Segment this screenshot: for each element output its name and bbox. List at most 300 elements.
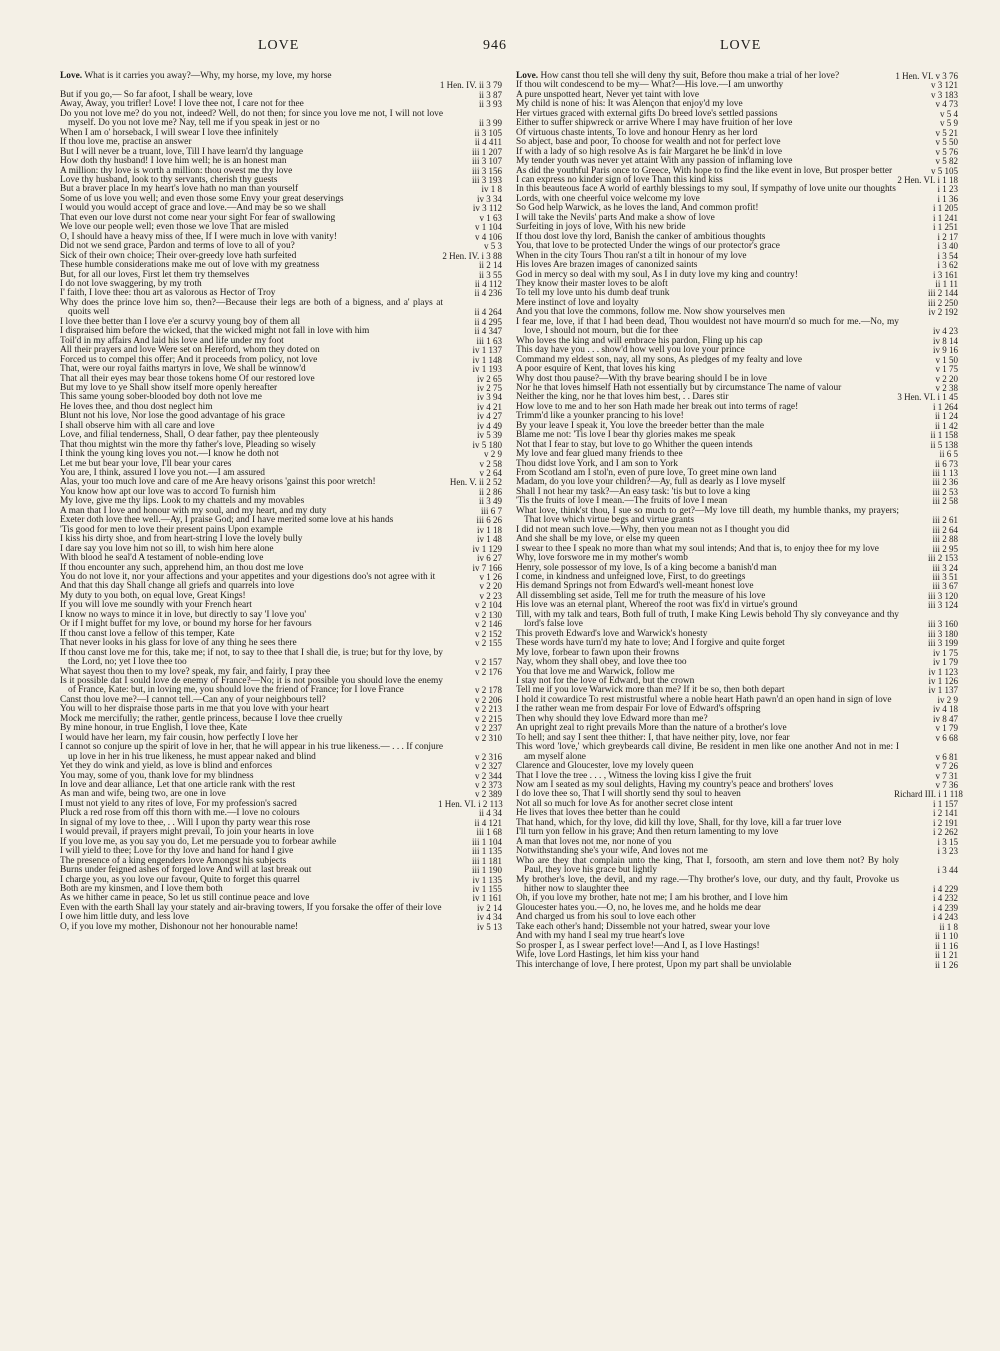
quotation: Canst thou love me?—I cannot tell.—Can any of your neighbours tell? <box>60 694 326 705</box>
quotation: Lords, with one cheerful voice welcome my love <box>516 193 700 204</box>
quotation: That even our love durst not come near your sight For fear of swallowing <box>60 212 336 223</box>
quotation: What love, think'st thou, I sue so much to get?—My love till death, my humble thanks, my prayers; That love which virtue begs and virtue grants <box>516 505 899 526</box>
play-reference: ii 4 236 <box>474 288 502 299</box>
quotation: I the rather wean me from despair For love of Edward's offspring <box>516 704 761 715</box>
play-reference: ii 5 138 <box>930 439 958 450</box>
concordance-entry <box>516 961 958 970</box>
play-reference: v 2 104 <box>475 600 502 611</box>
play-reference: v 2 310 <box>475 732 502 743</box>
quotation: Away, Away, you trifler! Love! I love thee not, I care not for thee <box>60 99 304 110</box>
play-reference: ii 4 264 <box>474 307 502 318</box>
play-reference: i 3 44 <box>937 865 958 876</box>
play-reference: iv 1 123 <box>928 666 958 677</box>
quotation: Yet they do wink and yield, as love is blind and enforces <box>60 761 273 772</box>
play-reference: ii 2 86 <box>478 486 502 497</box>
play-reference: iv 5 180 <box>472 439 502 450</box>
concordance-entry <box>60 110 502 129</box>
play-reference: iv 1 193 <box>472 364 502 375</box>
play-reference: ii 1 26 <box>934 959 958 970</box>
play-reference: v 5 82 <box>935 156 958 167</box>
quotation: A poor esquire of Kent, that loves his king <box>516 364 676 375</box>
play-reference: iv 3 94 <box>476 392 502 403</box>
quotation: I shall observe him with all care and love <box>60 420 215 431</box>
quotation: I can express no kinder sign of love Than this kind kiss <box>516 174 723 185</box>
quotation: My duty to you both, on equal love, Great Kings! <box>60 590 246 601</box>
quotation: What is it carries you away?—Why, my horse, my love, my horse <box>84 71 332 81</box>
quotation: I would you would accept of grace and love.—And may be so we shall <box>60 203 327 214</box>
quotation: His demand Springs not from Edward's well-meant honest love <box>516 581 754 592</box>
play-reference: iv 3 34 <box>476 193 502 204</box>
quotation: Then why should they love Edward more than me? <box>516 713 708 724</box>
play-reference: iii 3 24 <box>932 562 958 573</box>
play-reference: i 2 262 <box>932 827 958 838</box>
play-reference: v 2 206 <box>475 694 502 705</box>
quotation: You may, some of you, thank love for my blindness <box>60 770 254 781</box>
quotation: Henry, sole possessor of my love, Is of a king become a banish'd man <box>516 562 777 573</box>
quotation: I do love thee so, That I will shortly send thy soul to heaven <box>516 789 741 800</box>
quotation: As man and wife, being two, are one in love <box>60 789 226 800</box>
play-reference: v 2 38 <box>935 382 958 393</box>
play-reference: v 2 9 <box>484 449 502 460</box>
quotation: This same young sober-blooded boy doth not love me <box>60 392 262 403</box>
play-reference: iii 2 58 <box>932 496 958 507</box>
play-reference: v 1 50 <box>935 354 958 365</box>
play-reference: v 2 215 <box>475 713 502 724</box>
quotation: Tell me if you love Warwick more than me? If it be so, then both depart <box>516 685 785 696</box>
play-reference: iii 3 67 <box>932 581 958 592</box>
play-reference: v 2 316 <box>475 751 502 762</box>
play-reference: iv 3 112 <box>472 203 502 214</box>
quotation: Trimm'd like a younker prancing to his love! <box>516 411 684 422</box>
quotation: I cannot so conjure up the spirit of love in her, that he will appear in his true likeness.— . . . If conjure up love in her in his true likeness, he must appear naked and blind <box>60 742 443 762</box>
quotation: Love, and filial tenderness, Shall, O dear father, pay thee plenteously <box>60 430 319 441</box>
quotation: Now am I seated as my soul delights, Having my country's peace and brothers' loves <box>516 779 834 790</box>
quotation: A man that I love and honour with my soul, and my heart, and my duty <box>60 505 327 516</box>
play-reference: iv 4 21 <box>476 401 502 412</box>
quotation: That, were our royal faiths martyrs in love, We shall be winnow'd <box>60 364 306 375</box>
quotation: I charge you, as you love our favour, Quite to forget this quarrel <box>60 874 300 885</box>
play-reference: iv 6 27 <box>476 553 502 564</box>
play-reference: ii 1 42 <box>934 420 958 431</box>
quotation: All dissembling set aside, Tell me for truth the measure of his love <box>516 590 766 601</box>
play-reference: v 2 23 <box>479 590 502 601</box>
quotation-text <box>60 297 443 318</box>
quotation: Command my eldest son, nay, all my sons, As pledges of my fealty and love <box>516 354 803 365</box>
play-reference: iv 1 126 <box>928 676 958 686</box>
quotation: That never looks in his glass for love of any thing he sees there <box>60 638 297 649</box>
play-reference: iv 4 27 <box>476 411 502 422</box>
play-reference: iii 2 64 <box>932 524 958 535</box>
quotation: By your leave I speak it, You love the breeder better than the male <box>516 420 765 431</box>
quotation: If with a lady of so high resolve As is fair Margaret he be link'd in love <box>516 146 783 157</box>
play-reference: iii 3 193 <box>471 174 502 185</box>
quotation: Mock me mercifully; the rather, gentle princess, because I love thee cruelly <box>60 713 343 724</box>
play-reference: v 7 36 <box>935 779 958 790</box>
play-reference: v 7 31 <box>935 770 958 781</box>
quotation: Thou didst love York, and I am son to York <box>516 458 678 469</box>
quotation: Till, with my talk and tears, Both full of truth, I make King Lewis behold Thy sly conveyance and thy lord's false love <box>516 609 899 630</box>
play-reference: i 1 36 <box>937 193 958 204</box>
quotation: But, for all our loves, First let them try themselves <box>60 269 250 280</box>
quotation: With blood he seal'd A testament of noble-ending love <box>60 553 264 564</box>
quotation: Who loves the king and will embrace his pardon, Fling up his cap <box>516 335 763 346</box>
quotation: If thou wilt condescend to be my— What?—His love.—I am unworthy <box>516 80 784 91</box>
quotation: I'll turn yon fellow in his grave; And then return lamenting to my love <box>516 827 779 838</box>
quotation: In this beauteous face A world of earthly blessings to my soul, If sympathy of love unite our thoughts <box>516 184 896 195</box>
quotation: I must not yield to any rites of love, For my profession's sacred <box>60 798 297 809</box>
quotation: That all their eyes may bear those tokens home Of our restored love <box>60 373 315 384</box>
quotation: Either to suffer shipwreck or arrive Where I may have fruition of her love <box>516 118 793 129</box>
play-reference: i 3 62 <box>937 260 958 271</box>
quotation: I will yield to thee; Love for thy love and hand for hand I give <box>60 846 294 857</box>
quotation: If you love me, as you say you do, Let me persuade you to forbear awhile <box>60 836 337 847</box>
quotation: An upright zeal to right prevails More than the nature of a brother's love <box>516 723 787 734</box>
quotation: How canst thou tell she will deny thy suit, Before thou make a trial of her love? <box>540 71 840 81</box>
quotation: Is it possible dat I sould love de enemy of France?—No; it is not possible you should love the enemy of France, Kate: but, in loving me, you should love the friend of France; for I love France <box>60 676 443 696</box>
play-reference: v 6 81 <box>935 751 958 762</box>
play-reference: iv 1 148 <box>472 354 502 365</box>
play-reference: i 3 40 <box>937 241 958 252</box>
quotation: To hell; and say I sent thee thither: I, that have neither pity, love, nor fear <box>516 732 790 743</box>
quotation: That thou mightst win the more thy father's love, Pleading so wisely <box>60 439 316 450</box>
quotation: Some of us love you well; and even those some Envy your great deservings <box>60 193 344 204</box>
play-reference: ii 1 8 <box>939 921 958 932</box>
quotation: You are, I think, assured I love you not.—I am assured <box>60 468 265 479</box>
quotation: We love our people well; even those we love That are misled <box>60 222 289 233</box>
play-reference: iii 3 180 <box>927 628 958 639</box>
concordance-entry <box>60 649 502 668</box>
quotation: What sayest thou then to my love? speak, my fair, and fairly, I pray thee <box>60 666 331 677</box>
quotation: You, that love to be protected Under the wings of our protector's grace <box>516 241 780 252</box>
play-reference: v 2 130 <box>475 609 502 620</box>
play-reference: iii 1 68 <box>476 827 502 838</box>
play-reference: i 2 17 <box>937 231 958 242</box>
quotation: If thou love me, practise an answer <box>60 137 192 148</box>
play-reference: iv 2 75 <box>476 382 502 393</box>
quotation: You do not love it, nor your affections and your appetites and your digestions doo's not agree with it <box>60 572 436 583</box>
quotation-text <box>516 609 899 630</box>
quotation: You that love me and Warwick, follow me <box>516 666 675 677</box>
concordance-entry <box>60 299 502 318</box>
quotation: His love was an eternal plant, Whereof the root was fix'd in virtue's ground <box>516 600 798 611</box>
quotation: Madam, do you love your children?—Ay, full as dearly as I love myself <box>516 477 786 488</box>
play-reference: Hen. V. ii 2 52 <box>449 477 502 488</box>
quotation: But I will never be a truant, love, Till I have learn'd thy language <box>60 146 304 157</box>
quotation: My child is none of his: It was Alençon that enjoy'd my love <box>516 99 743 110</box>
concordance-entry <box>60 923 502 932</box>
quotation: In love and dear alliance, Let that one article rank with the rest <box>60 779 296 790</box>
running-head-left: LOVE <box>258 38 300 53</box>
quotation: I come, in kindness and unfeigned love, First, to do greetings <box>516 572 746 583</box>
play-reference: i 3 54 <box>937 250 958 261</box>
quotation: Nor he that loves himself Hath not essentially but by circumstance The name of valour <box>516 382 842 393</box>
play-reference: iv 1 155 <box>472 883 502 894</box>
quotation: My love, forbear to fawn upon their frowns <box>516 647 679 658</box>
quotation: Let me but bear your love, I'll bear your cares <box>60 458 232 469</box>
quotation: You know how apt our love was to accord To furnish him <box>60 486 276 497</box>
play-reference: iii 1 135 <box>471 846 502 857</box>
play-reference: v 2 373 <box>475 779 502 790</box>
quotation: Why, love forswore me in my mother's womb <box>516 553 688 564</box>
play-reference: i 1 264 <box>932 401 958 412</box>
quotation: Exeter doth love thee well.—Ay, I praise God; and I have merited some love at his hands <box>60 515 394 526</box>
play-reference: ii 3 87 <box>478 89 502 100</box>
play-reference: iii 3 51 <box>932 572 958 583</box>
quotation-text <box>60 71 443 81</box>
quotation: If thou dost love thy lord, Banish the canker of ambitious thoughts <box>516 231 766 242</box>
play-reference: v 4 106 <box>475 231 502 242</box>
quotation-text <box>516 316 899 337</box>
quotation-text <box>516 874 899 895</box>
quotation-text <box>60 647 443 668</box>
quotation-text <box>60 921 443 932</box>
quotation: So God help Warwick, as he loves the land, And common profit! <box>516 203 759 214</box>
quotation: Surfeiting in joys of love, With his new bride <box>516 222 686 233</box>
quotation: Who are they that complain unto the king, That I, forsooth, am stern and love them not? By holy Paul, they love his grace but lightly <box>516 855 899 876</box>
play-reference: v 2 213 <box>475 704 502 715</box>
play-reference: 1 Hen. VI. v 3 76 <box>895 71 958 81</box>
quotation: I would prevail, if prayers might prevail, To join your hearts in love <box>60 827 314 838</box>
quotation-text <box>516 505 899 526</box>
quotation: Do you not love me? do you not, indeed? Well, do not then; for since you love me not, I will not love myself. Do you not love me? Nay, tell me if you speak in jest or no <box>60 108 443 129</box>
play-reference: iii 1 190 <box>471 865 502 876</box>
quotation: Why does the prince love him so, then?—Because their legs are both of a bigness, and a' plays at quoits well <box>60 297 443 318</box>
play-reference: v 2 237 <box>475 723 502 734</box>
play-reference: ii 1 158 <box>930 430 958 441</box>
quotation: Blame me not: 'Tis love I bear thy glories makes me speak <box>516 430 736 441</box>
play-reference: ii 1 16 <box>934 940 958 951</box>
quotation: I stay not for the love of Edward, but the crown <box>516 676 695 686</box>
play-reference: ii 1 21 <box>934 950 958 961</box>
page-number: 946 <box>483 38 507 53</box>
quotation: God in mercy so deal with my soul, As I in duty love my king and country! <box>516 269 798 280</box>
play-reference: iii 2 144 <box>927 288 958 299</box>
quotation-text <box>60 108 443 129</box>
quotation: And you that love the commons, follow me. Now show yourselves men <box>516 307 785 318</box>
quotation: He lives that loves thee better than he could <box>516 808 681 819</box>
quotation: I fear me, love, if that I had been dead, Thou wouldest not have mourn'd so much for me.—No, my love, I should not mourn, but die for thee <box>516 316 899 337</box>
play-reference: iv 2 14 <box>476 902 502 913</box>
quotation: All their prayers and love Were set on Hereford, whom they doted on <box>60 345 320 356</box>
play-reference: v 6 68 <box>935 732 958 743</box>
concordance-entry <box>516 507 958 526</box>
play-reference: v 2 155 <box>475 638 502 649</box>
quotation: How love to me and to her son Hath made her break out into terms of rage! <box>516 401 799 412</box>
play-reference: iii 2 88 <box>932 534 958 545</box>
quotation: I will take the Nevils' parts And make a show of love <box>516 212 715 223</box>
quotation: So abject, base and poor, To choose for wealth and not for perfect love <box>516 137 781 148</box>
play-reference: v 2 176 <box>475 666 502 677</box>
quotation: That I love the tree . . . , Witness the loving kiss I give the fruit <box>516 770 752 781</box>
quotation: I kiss his dirty shoe, and from heart-string I love the lovely bully <box>60 534 303 545</box>
quotation: Gloucester hates you.—O, no, he loves me, and he holds me dear <box>516 902 761 913</box>
quotation: I swear to thee I speak no more than what my soul intends; And that is, to enjoy thee for my love <box>516 543 879 554</box>
quotation-text <box>516 742 899 762</box>
play-reference: iii 3 124 <box>927 600 958 611</box>
quotation-text <box>516 855 899 876</box>
play-reference: iv 1 48 <box>476 534 502 545</box>
play-reference: iii 1 13 <box>932 468 958 479</box>
quotation: This day have you . . . show'd how well you love your prince <box>516 345 745 356</box>
concordance-entry <box>60 72 502 81</box>
play-reference: v 5 21 <box>935 127 958 138</box>
play-reference: iii 2 250 <box>927 297 958 308</box>
play-reference: v 1 79 <box>935 723 958 734</box>
play-reference: v 3 183 <box>931 89 958 100</box>
quotation: Even with the earth Shall lay your stately and air-braving towers, If you forsake the offer of their love <box>60 902 442 913</box>
quotation: 'Tis the fruits of love I mean.—The fruits of love I mean <box>516 496 728 507</box>
quotation: Not that I fear to stay, but love to go Whither the queen intends <box>516 439 753 450</box>
quotation: 'Tis good for men to love their present pains Upon example <box>60 524 283 535</box>
quotation: Both are my kinsmen, and I love them both <box>60 883 223 894</box>
quotation: His loves Are brazen images of canonized saints <box>516 260 698 271</box>
play-reference: 2 Hen. VI. i 1 18 <box>897 174 958 185</box>
quotation: Shall I not hear my task?—An easy task: 'tis but to love a king <box>516 486 751 497</box>
quotation: From Scotland am I stol'n, even of pure love, To greet mine own land <box>516 468 777 479</box>
play-reference: i 3 23 <box>937 846 958 857</box>
quotation: And with my hand I seal my true heart's love <box>516 931 685 942</box>
play-reference: iv 1 75 <box>932 647 958 658</box>
play-reference: iv 4 23 <box>932 326 958 337</box>
play-reference: v 2 389 <box>475 789 502 800</box>
play-reference: v 1 26 <box>479 572 502 583</box>
play-reference: ii 4 112 <box>474 278 502 289</box>
quotation: Clarence and Gloucester, love my lovely queen <box>516 761 694 772</box>
play-reference: ii 3 105 <box>474 127 502 138</box>
quotation: They know their master loves to be aloft <box>516 278 668 289</box>
quotation: A man that loves not me, nor none of you <box>516 836 672 847</box>
quotation: O, I should have a heavy miss of thee, If I were much in love with vanity! <box>60 231 338 242</box>
play-reference: v 2 152 <box>475 628 502 639</box>
concordance-entry <box>516 857 958 876</box>
play-reference: i 3 15 <box>937 836 958 847</box>
quotation: Did not we send grace, Pardon and terms of love to all of you? <box>60 241 295 252</box>
running-head-right: LOVE <box>720 38 762 53</box>
play-reference: i 1 157 <box>932 798 958 809</box>
play-reference: i 1 23 <box>937 184 958 195</box>
quotation: Burns under feigned ashes of forged love And will at last break out <box>60 865 312 876</box>
play-reference: 1 Hen. IV. ii 3 79 <box>439 80 502 91</box>
play-reference: v 1 75 <box>935 364 958 375</box>
quotation: When I am o' horseback, I will swear I love thee infinitely <box>60 127 279 138</box>
play-reference: v 4 73 <box>935 99 958 110</box>
quotation: But a braver place In my heart's love hath no man than yourself <box>60 184 299 195</box>
quotation: I would have her learn, my fair cousin, how perfectly I love her <box>60 732 298 743</box>
quotation: I dare say you love him not so ill, to wish him here alone <box>60 543 274 554</box>
quotation: Sick of their own choice; Their over-greedy love hath surfeited <box>60 250 297 261</box>
quotation: Take each other's hand; Dissemble not your hatred, swear your love <box>516 921 770 932</box>
quotation: As did the youthful Paris once to Greece, With hope to find the like event in love, But prosper better <box>516 165 893 176</box>
quotation: This interchange of love, I here protest, Upon my part shall be unviolable <box>516 959 792 970</box>
quotation: Notwithstanding she's your wife, And loves not me <box>516 846 708 857</box>
quotation: But if you go,— So far afoot, I shall be weary, love <box>60 89 253 100</box>
quotation: He loves thee, and thou dost neglect him <box>60 401 213 412</box>
concordance-entry <box>60 743 502 762</box>
play-reference: iv 1 137 <box>472 345 502 356</box>
play-reference: iv 1 8 <box>481 184 502 195</box>
play-reference: v 1 104 <box>475 222 502 233</box>
play-reference: ii 3 49 <box>478 496 502 507</box>
play-reference: ii 6 5 <box>939 449 958 460</box>
quotation: Her virtues graced with external gifts Do breed love's settled passions <box>516 108 778 119</box>
play-reference: iii 6 26 <box>476 515 502 526</box>
play-reference: iv 8 14 <box>932 335 958 346</box>
play-reference: ii 6 73 <box>934 458 958 469</box>
play-reference: iv 2 65 <box>476 373 502 384</box>
play-reference: iv 5 13 <box>476 921 502 932</box>
quotation: I' faith, I love thee: thou art as valorous as Hector of Troy <box>60 288 276 299</box>
play-reference: iv 4 18 <box>932 704 958 715</box>
play-reference: i 4 239 <box>932 902 958 913</box>
quotation: I think the young king loves you not.—I know he doth not <box>60 449 279 460</box>
quotation: As we hither came in peace, So let us still continue peace and love <box>60 893 310 904</box>
play-reference: iii 2 153 <box>927 553 958 564</box>
quotation: Mere instinct of love and loyalty <box>516 297 639 308</box>
play-reference: iv 4 34 <box>476 912 502 923</box>
quotation: But my love to ye Shall show itself more openly hereafter <box>60 382 278 393</box>
quotation: Neither the king, nor he that loves him best, . . Dares stir <box>516 392 729 403</box>
quotation: If you will love me soundly with your French heart <box>60 600 252 611</box>
quotation-text <box>60 676 443 696</box>
concordance-entry <box>516 876 958 895</box>
quotation: And that this day Shall change all griefs and quarrels into love <box>60 581 295 592</box>
play-reference: iv 1 18 <box>476 524 502 535</box>
play-reference: 1 Hen. VI. i 2 113 <box>438 798 503 809</box>
quotation: Of virtuous chaste intents, To love and honour Henry as her lord <box>516 127 758 138</box>
quotation: When in the city Tours Thou ran'st a tilt in honour of my love <box>516 250 747 261</box>
quotation: Or if I might buffet for my love, or bound my horse for her favours <box>60 619 312 630</box>
quotation: How doth thy husband! I love him well; he is an honest man <box>60 156 287 167</box>
play-reference: i 4 232 <box>932 893 958 904</box>
play-reference: v 2 157 <box>475 657 502 668</box>
play-reference: i 4 229 <box>932 883 958 894</box>
left-column <box>60 72 502 932</box>
quotation: My tender youth was never yet attaint With any passion of inflaming love <box>516 156 793 167</box>
play-reference: ii 4 347 <box>474 326 502 337</box>
quotation: My brother's love, the devil, and my rage.—Thy brother's love, our duty, and thy fault, Provoke us hither now to slaughter thee <box>516 874 899 894</box>
play-reference: iii 3 199 <box>927 638 958 649</box>
quotation: Not all so much for love As for another secret close intent <box>516 798 733 809</box>
play-reference: iv 1 79 <box>932 657 958 668</box>
quotation: I love thee better than I love e'er a scurvy young boy of them all <box>60 316 301 327</box>
play-reference: ii 1 24 <box>934 411 958 422</box>
play-reference: 2 Hen. IV. i 3 88 <box>442 250 502 261</box>
play-reference: v 2 20 <box>935 373 958 384</box>
play-reference: iv 1 161 <box>472 893 502 904</box>
quotation: Blunt not his love, Nor lose the good advantage of his grace <box>60 411 285 422</box>
play-reference: v 2 178 <box>475 685 502 696</box>
play-reference: i 1 241 <box>932 212 958 223</box>
quotation: Oh, if you love my brother, hate not me; I am his brother, and I love him <box>516 893 788 904</box>
quotation: These humble considerations make me out of love with my greatness <box>60 260 320 271</box>
play-reference: iv 2 9 <box>937 694 958 705</box>
headword: Love. <box>60 71 83 81</box>
quotation: This word 'love,' which greybeards call divine, Be resident in men like one another And not in me: I am myself alone <box>516 742 899 762</box>
quotation-text <box>516 959 899 970</box>
play-reference: v 2 327 <box>475 761 502 772</box>
quotation: In signal of my love to thee, . . Will I upon thy party wear this rose <box>60 817 311 828</box>
play-reference: v 5 9 <box>940 118 958 129</box>
play-reference: iii 2 61 <box>932 515 958 526</box>
play-reference: iv 2 192 <box>928 307 958 318</box>
play-reference: i 2 191 <box>932 817 958 828</box>
quotation: So prosper I, as I swear perfect love!—And I, as I love Hastings! <box>516 940 760 951</box>
play-reference: iv 1 129 <box>472 543 502 554</box>
play-reference: iii 2 36 <box>932 477 958 488</box>
quotation: A million: thy love is worth a million: thou owest me thy love <box>60 165 293 176</box>
play-reference: iii 1 181 <box>471 855 502 866</box>
play-reference: iii 3 160 <box>927 619 958 630</box>
